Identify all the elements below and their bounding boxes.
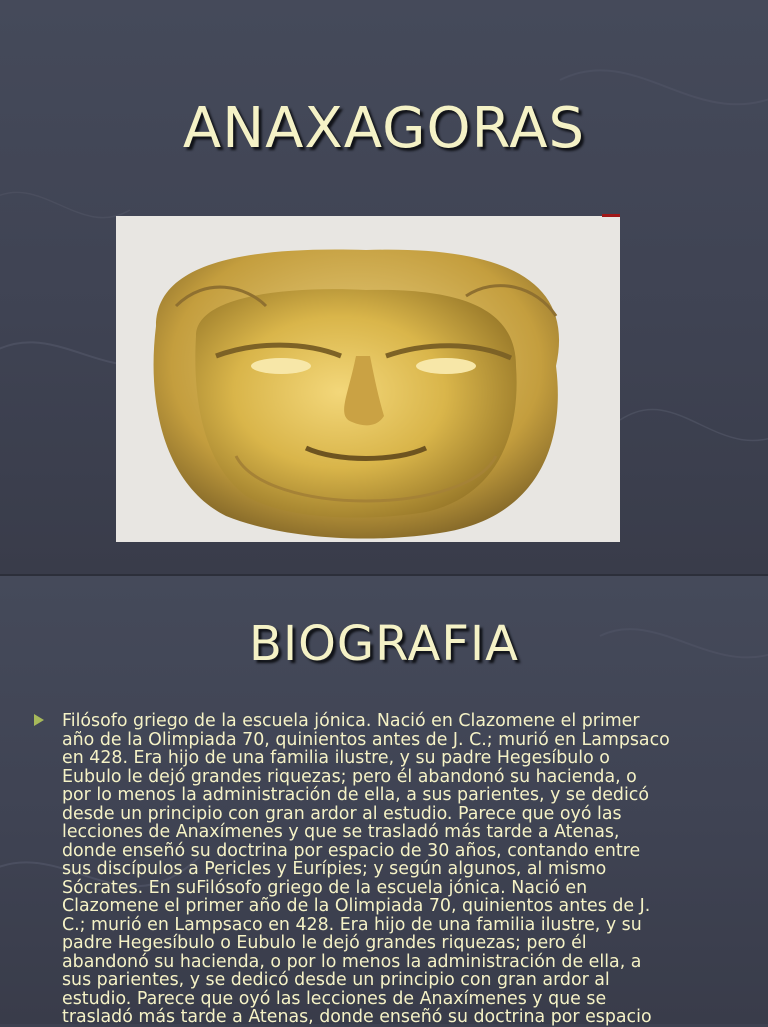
slide-title: ANAXAGORAS [182,96,586,161]
slide-title: BIOGRAFIA [249,616,519,672]
triangle-bullet-icon [34,714,44,726]
image-corner-mark [602,214,620,217]
portrait-image [116,216,620,542]
bullet-text: Filósofo griego de la escuela jónica. Nació en Clazomene el primer año de la Olimpiada 70, quinientos antes de J. C.; murió en Lampsaco en 428. Era hijo de una familia ilustre, y su padre Hegesíbulo o Eubulo le dejó grandes riquezas; pero él abandonó su hacienda, o por lo menos la administración de ella, a sus parientes, y se dedicó desde un principio con gran ardor al estudio. Parece que oyó las lecciones de Anaxímenes y que se trasladó más tarde a Atenas, donde enseñó su doctrina por espacio de 30 años, contando entre sus discípulos a Pericles y Eurípies; y según algunos, al mismo Sócrates. En suFilósofo griego de la escuela jónica. Nació en Clazomene el primer año de la Olimpiada 70, quinientos antes de J. C.; murió en Lampsaco en 428. Era hijo de una familia ilustre, y su padre Hegesíbulo o Eubulo le dejó grandes riquezas; pero él abandonó su hacienda, o por lo menos la administración de ella, a sus parientes, y se dedicó desde un principio con gran ardor al estudio. Parece que oyó las lecciones de Anaxímenes y que se trasladó más tarde a Atenas, donde enseñó su doctrina por espacio [62,711,670,1027]
